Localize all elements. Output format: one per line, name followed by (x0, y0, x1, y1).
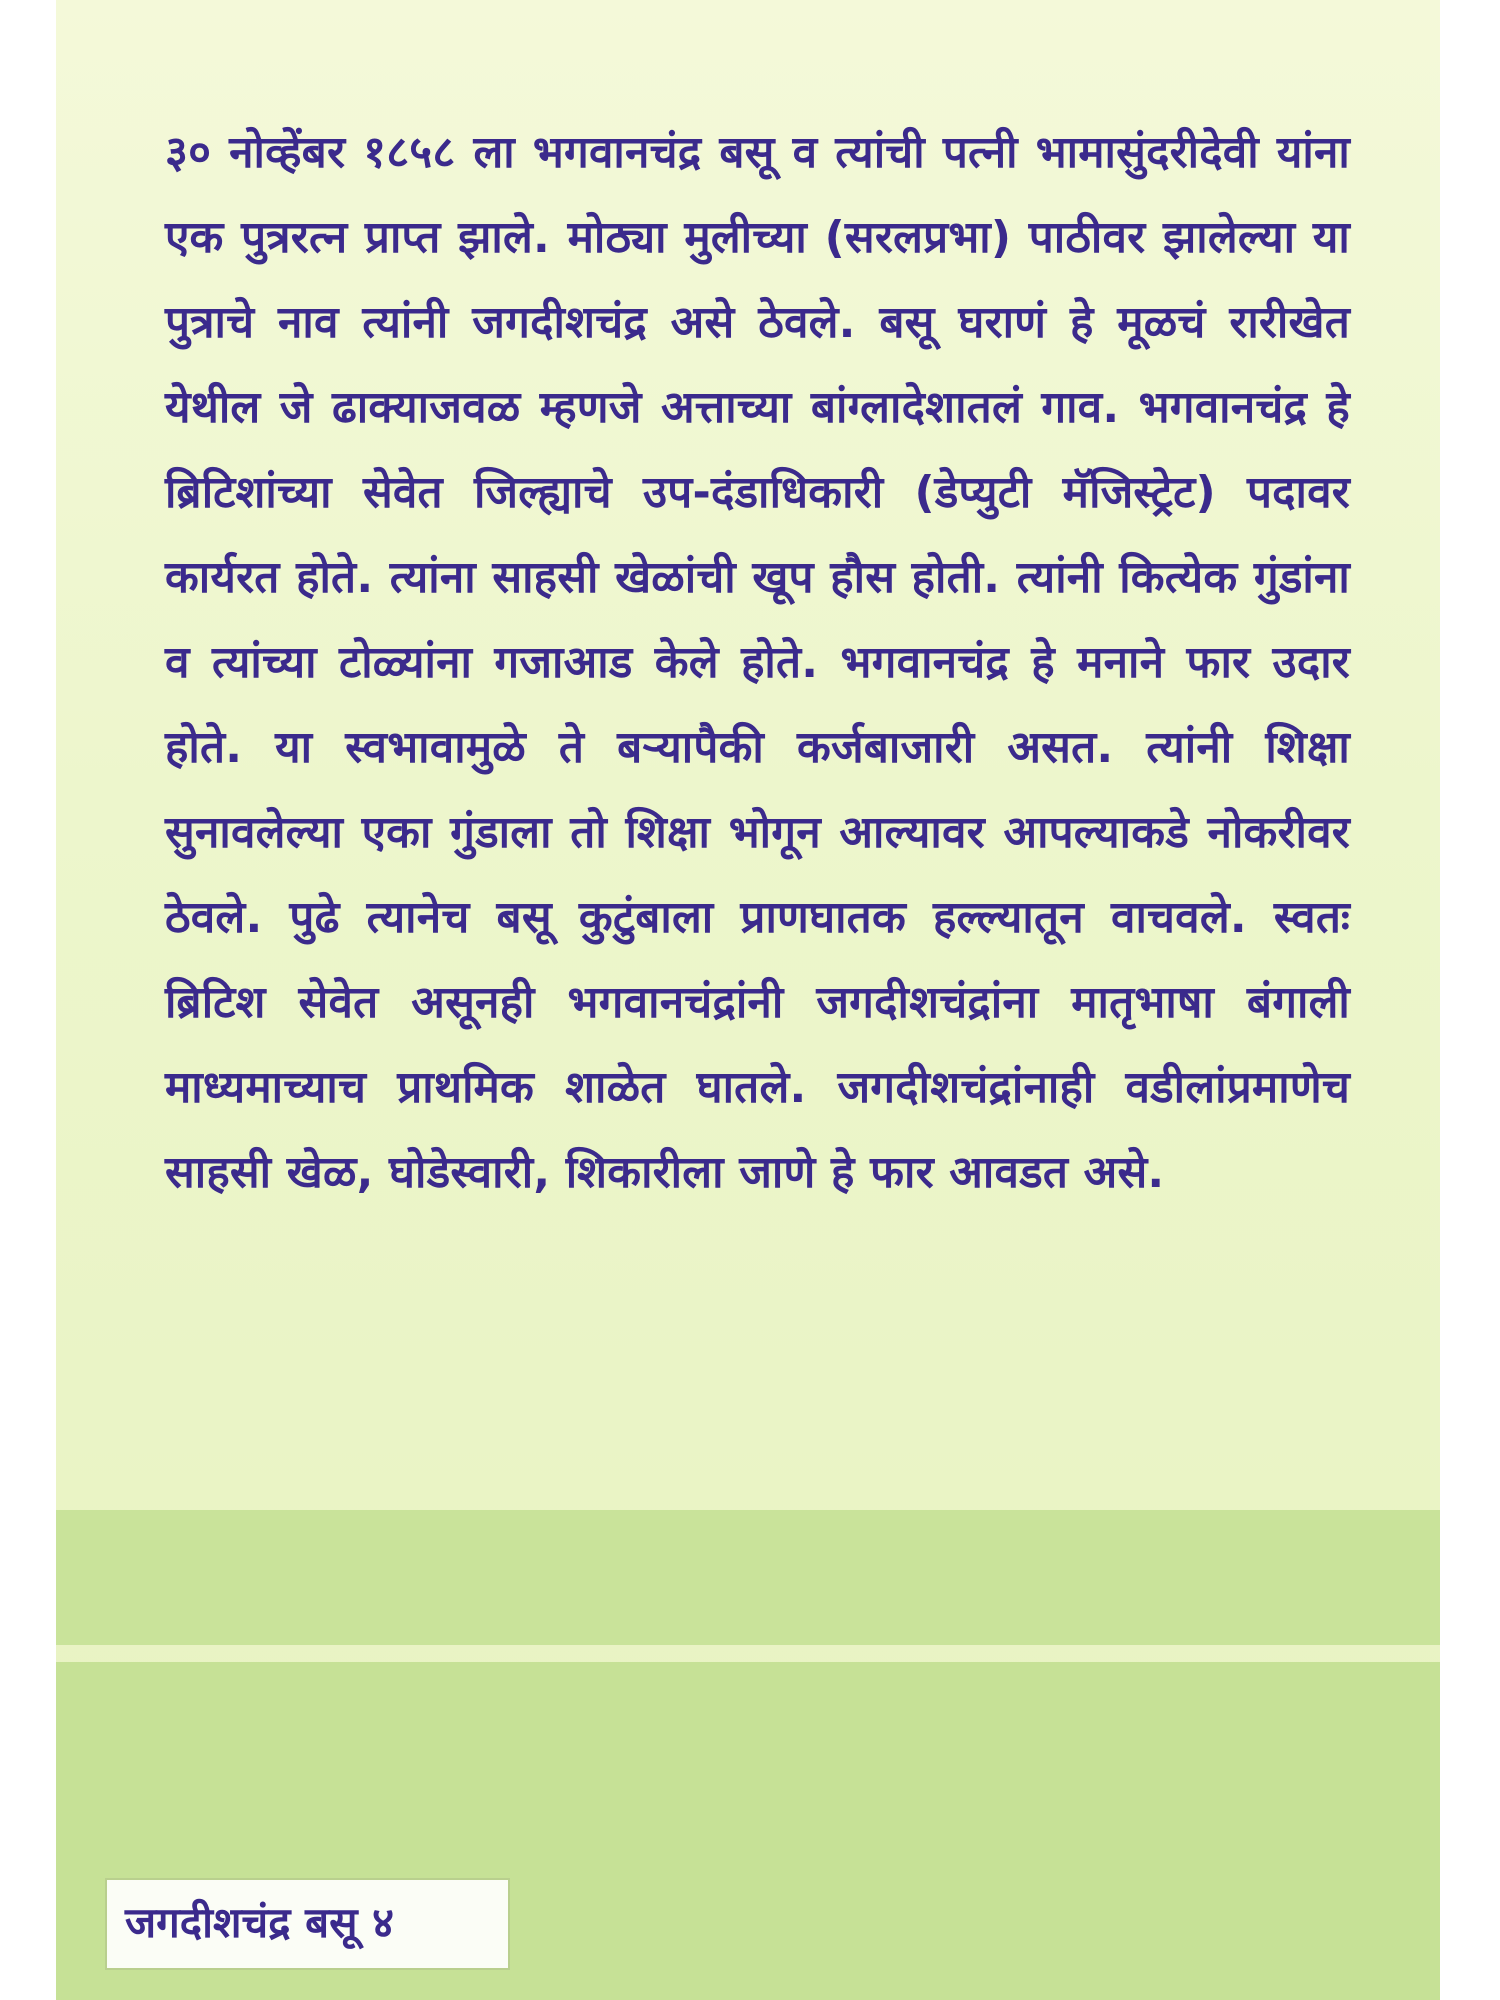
body-paragraph: ३० नोव्हेंबर १८५८ ला भगवानचंद्र बसू व त्यांची पत्नी भामासुंदरीदेवी यांना एक पुत्ररत्न प्राप्त झाले. मोठ्या मुलीच्या (सरलप्रभा) पाठीवर झालेल्या या पुत्राचे नाव त्यांनी जगदीशचंद्र असे ठेवले. बसू घराणं हे मूळचं रारीखेत येथील जे ढाक्याजवळ म्हणजे अत्ताच्या बांग्लादेशातलं गाव. भगवानचंद्र हे ब्रिटिशांच्या सेवेत जिल्ह्याचे उप-दंडाधिकारी (डेप्युटी मॅजिस्ट्रेट) पदावर कार्यरत होते. त्यांना साहसी खेळांची खूप हौस होती. त्यांनी कित्येक गुंडांना व त्यांच्या टोळ्यांना गजाआड केले होते. भगवानचंद्र हे मनाने फार उदार होते. या स्वभावामुळे ते बऱ्यापैकी कर्जबाजारी असत. त्यांनी शिक्षा सुनावलेल्या एका गुंडाला तो शिक्षा भोगून आल्यावर आपल्याकडे नोकरीवर ठेवले. पुढे त्यानेच बसू कुटुंबाला प्राणघातक हल्ल्यातून वाचवले. स्वतः ब्रिटिश सेवेत असूनही भगवानचंद्रांनी जगदीशचंद्रांना मातृभाषा बंगाली माध्यमाच्याच प्राथमिक शाळेत घातले. जगदीशचंद्रांनाही वडीलांप्रमाणेच साहसी खेळ, घोडेस्वारी, शिकारीला जाणे हे फार आवडत असे. (165, 127, 1350, 1198)
page-edge (1440, 0, 1500, 2000)
footer-label: जगदीशचंद्र बसू ४ (125, 1898, 394, 1947)
decorative-band (56, 1510, 1440, 1645)
